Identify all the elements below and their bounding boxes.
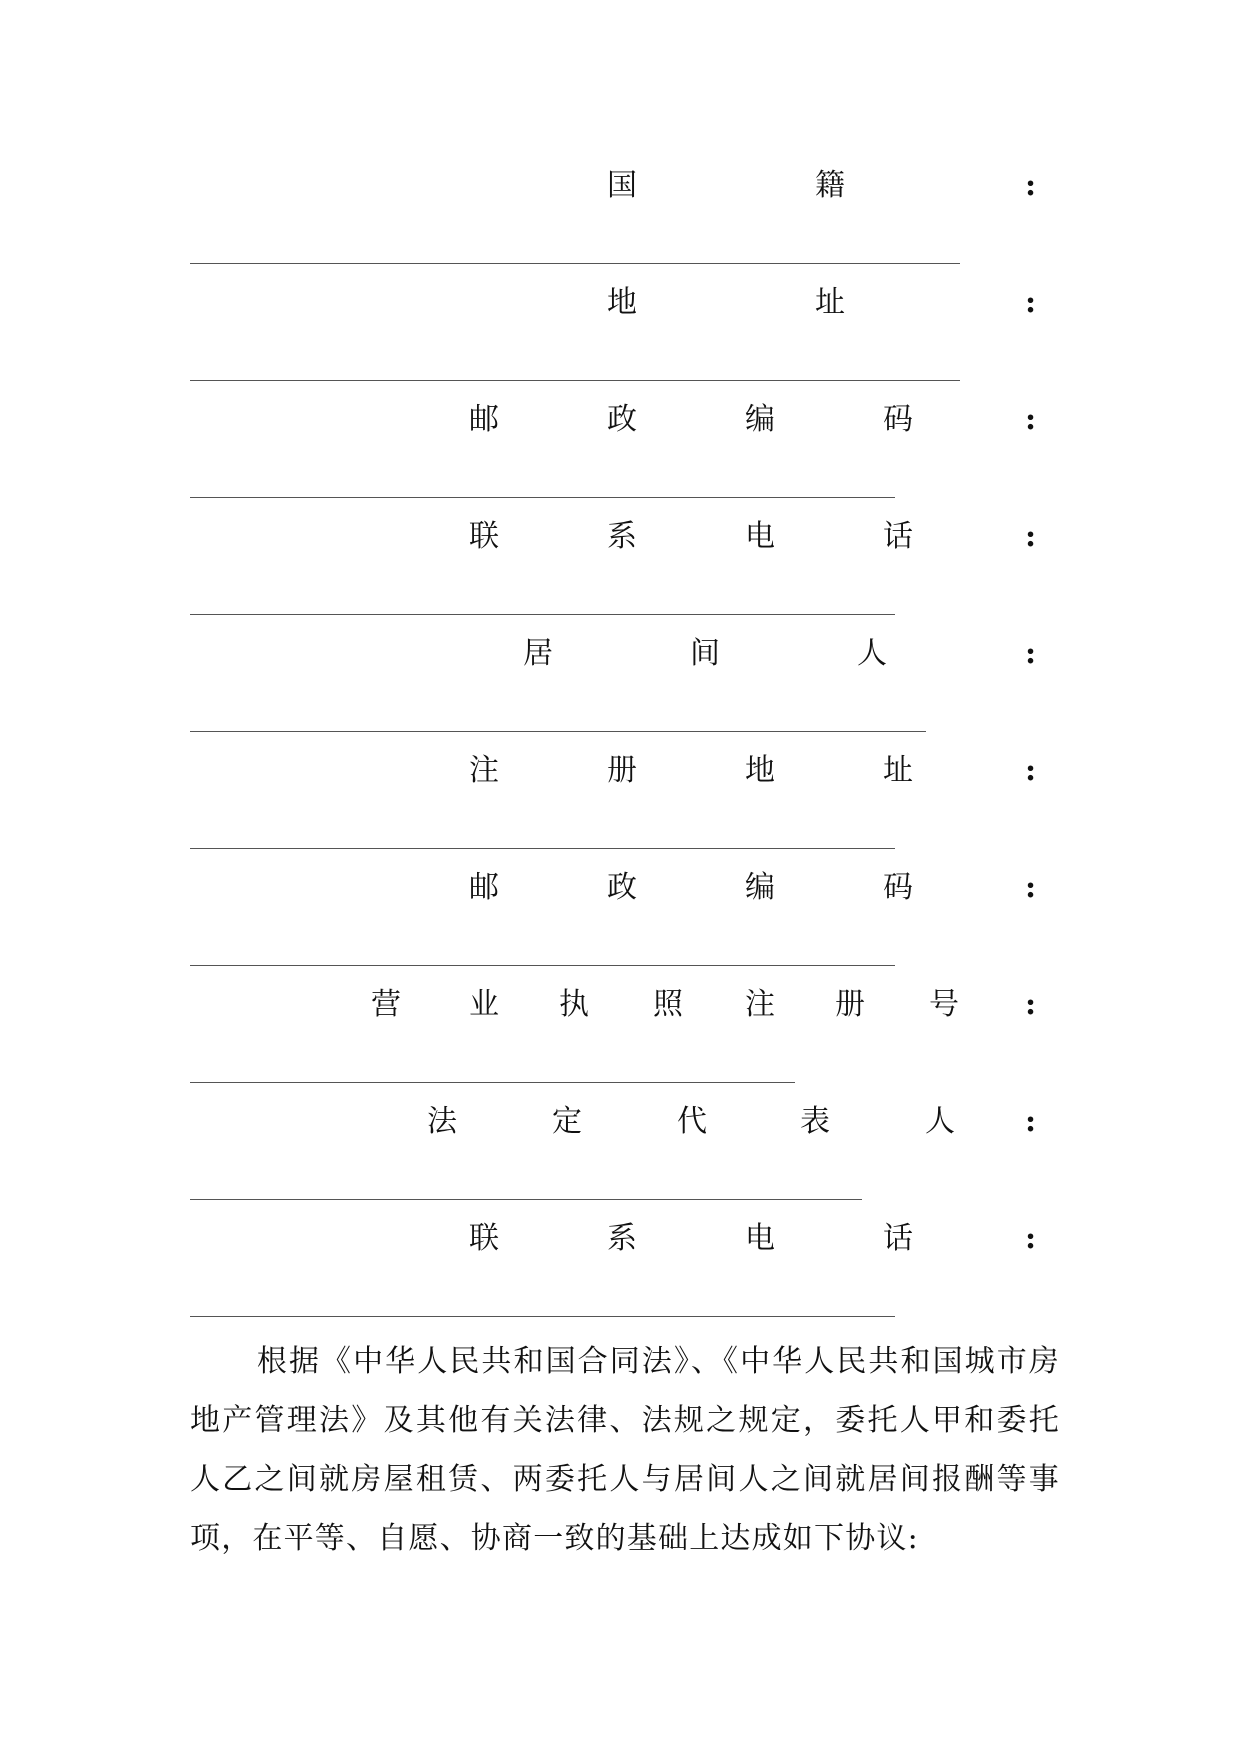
field-label-row	[0, 1219, 1241, 1259]
field-label-row	[0, 1102, 1241, 1142]
fill-in-blank-line[interactable]	[190, 614, 895, 615]
field-label-row	[0, 517, 1241, 557]
fill-in-blank-line[interactable]	[190, 731, 926, 732]
field-label-char: 国	[607, 168, 637, 203]
field-colon: :	[1025, 636, 1037, 671]
field-label-char: 人	[925, 1104, 955, 1139]
field-colon: :	[1025, 987, 1037, 1022]
field-colon: :	[1025, 870, 1037, 905]
field-label-char: 籍	[815, 168, 845, 203]
field-label-row	[0, 985, 1241, 1025]
field-label-char: 联	[469, 1221, 499, 1256]
field-label-char: 联	[469, 519, 499, 554]
field-label-char: 政	[607, 402, 637, 437]
field-label-row	[0, 634, 1241, 674]
field-label-row	[0, 868, 1241, 908]
field-label-char: 电	[745, 519, 775, 554]
fill-in-blank-line[interactable]	[190, 263, 960, 264]
field-label-char: 码	[883, 402, 913, 437]
field-colon: :	[1025, 519, 1037, 554]
field-label-char: 间	[690, 636, 720, 671]
field-label-char: 系	[607, 519, 637, 554]
field-colon: :	[1025, 1104, 1037, 1139]
field-label-char: 址	[883, 753, 913, 788]
field-label-char: 地	[607, 285, 637, 320]
field-label-char: 码	[883, 870, 913, 905]
field-label-char: 注	[469, 753, 499, 788]
field-label-char: 人	[857, 636, 887, 671]
field-label-char: 执	[559, 987, 589, 1022]
field-label-char: 居	[523, 636, 553, 671]
field-label-char: 代	[677, 1104, 707, 1139]
fill-in-blank-line[interactable]	[190, 1082, 795, 1083]
fill-in-blank-line[interactable]	[190, 848, 895, 849]
fill-in-blank-line[interactable]	[190, 1199, 862, 1200]
field-label-char: 邮	[469, 402, 499, 437]
field-label-char: 政	[607, 870, 637, 905]
fill-in-blank-line[interactable]	[190, 497, 895, 498]
field-label-row	[0, 751, 1241, 791]
field-label-char: 话	[883, 1221, 913, 1256]
field-label-char: 册	[607, 753, 637, 788]
field-colon: :	[1025, 285, 1037, 320]
field-label-char: 法	[427, 1104, 457, 1139]
field-label-char: 表	[800, 1104, 830, 1139]
field-colon: :	[1025, 1221, 1037, 1256]
field-colon: :	[1025, 168, 1037, 203]
field-label-char: 系	[607, 1221, 637, 1256]
field-label-char: 邮	[469, 870, 499, 905]
field-label-char: 话	[883, 519, 913, 554]
field-label-char: 编	[745, 402, 775, 437]
field-label-row	[0, 400, 1241, 440]
field-label-char: 定	[552, 1104, 582, 1139]
field-label-char: 号	[929, 987, 959, 1022]
fill-in-blank-line[interactable]	[190, 1316, 895, 1317]
field-label-char: 编	[745, 870, 775, 905]
fill-in-blank-line[interactable]	[190, 380, 960, 381]
field-label-char: 册	[835, 987, 865, 1022]
field-label-row	[0, 283, 1241, 323]
field-label-char: 照	[653, 987, 683, 1022]
agreement-preamble	[190, 1332, 1060, 1568]
field-label-char: 地	[745, 753, 775, 788]
field-label-char: 营	[371, 987, 401, 1022]
field-label-row	[0, 166, 1241, 206]
field-label-char: 电	[745, 1221, 775, 1256]
preamble-text: 根据《中华人民共和国合同法》、《中华人民共和国城市房地产管理法》及其他有关法律、法规之规定，委托人甲和委托人乙之间就房屋租赁、两委托人与居间人之间就居间报酬等事项，在平等、自愿、协商一致的基础上达成如下协议:	[190, 1344, 1060, 1556]
field-colon: :	[1025, 753, 1037, 788]
field-colon: :	[1025, 402, 1037, 437]
fill-in-blank-line[interactable]	[190, 965, 895, 966]
field-label-char: 址	[815, 285, 845, 320]
field-label-char: 注	[745, 987, 775, 1022]
field-label-char: 业	[469, 987, 499, 1022]
